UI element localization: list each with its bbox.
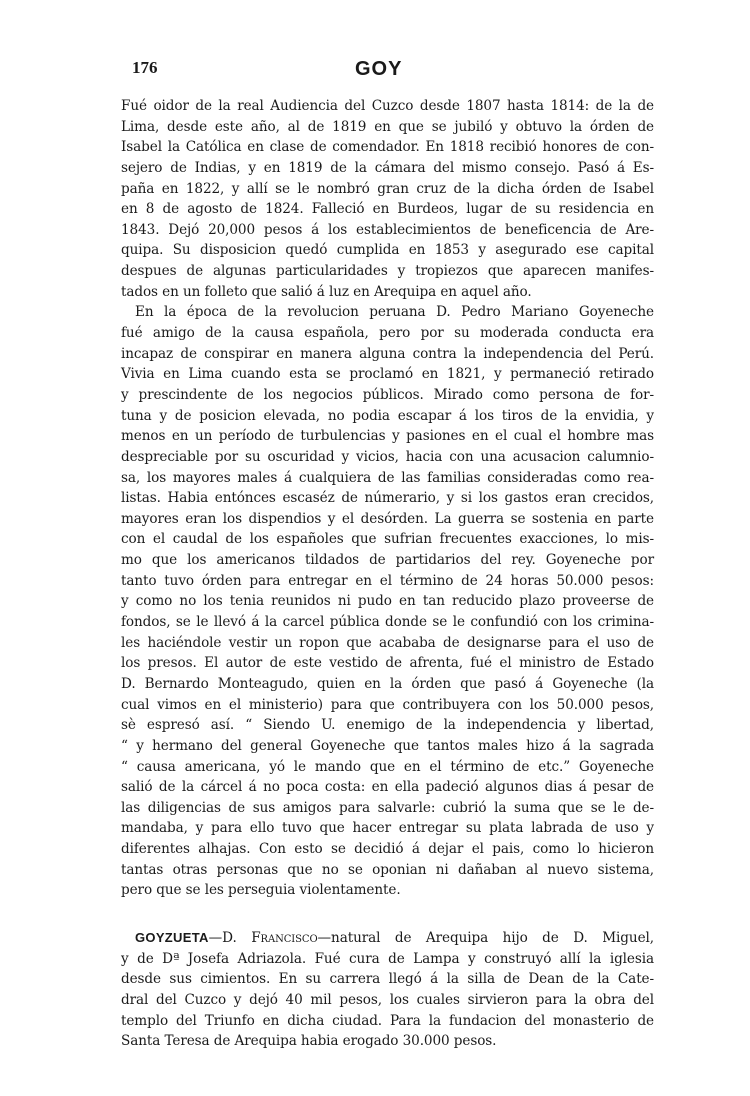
text-line: D. Bernardo Monteagudo, quien en la órden que pasó á Goyeneche (la: [121, 675, 654, 692]
text-line: quipa. Su disposicion quedó cumplida en 1853 y asegurado ese capital: [121, 242, 654, 259]
text-line: sa, los mayores males á cualquiera de las familias consideradas como rea-: [121, 469, 654, 486]
text-line: y como no los tenia reunidos ni pudo en tan reducido plazo proveerse de: [121, 593, 654, 610]
text-line: las diligencias de sus amigos para salvarle: cubrió la suma que se le de-: [121, 799, 654, 816]
entry-sep-a: —D.: [208, 929, 252, 946]
text-line: mayores eran los dispendios y el desórden. La guerra se sostenia en parte: [121, 510, 654, 527]
text-line: sejero de Indias, y en 1819 de la cámara del mismo consejo. Pasó á Es-: [121, 159, 654, 176]
text-line: En la época de la revolucion peruana D. Pedro Mariano Goyeneche: [135, 304, 654, 321]
text-line: tuna y de posicion elevada, no podia escapar á los tiros de la envidia, y: [121, 407, 654, 424]
text-line: “ y hermano del general Goyeneche que tantos males hizo á la sagrada: [121, 737, 654, 754]
text-line: y de Dª Josefa Adriazola. Fué cura de Lampa y construyó allí la iglesia: [121, 950, 654, 967]
text-line: Lima, desde este año, al de 1819 en que se jubiló y obtuvo la órden de: [121, 118, 654, 135]
entry-given-name: Francisco: [251, 929, 318, 946]
text-line: paña en 1822, y allí se le nombró gran cruz de la dicha órden de Isabel: [121, 180, 654, 197]
paragraph-2: [121, 302, 654, 901]
text-line: templo del Triunfo en dicha ciudad. Para la fundacion del monasterio de: [121, 1012, 654, 1029]
text-line: los presos. El autor de este vestido de afrenta, fué el ministro de Estado: [121, 655, 654, 672]
text-line: despues de algunas particularidades y tropiezos que aparecen manifes-: [121, 263, 654, 280]
text-line: tantas otras personas que no se oponian ni dañaban al nuevo sistema,: [121, 861, 654, 878]
text-line: desde sus cimientos. En su carrera llegó á la silla de Dean de la Cate-: [121, 971, 654, 988]
entry-name: GOYZUETA: [135, 929, 209, 945]
text-line: Santa Teresa de Arequipa habia erogado 30.000 pesos.: [121, 1033, 497, 1050]
entry-sep-b: —natural de Arequipa hijo de D. Miguel,: [317, 929, 654, 946]
text-line: pero que se les perseguia violentamente.: [121, 882, 401, 899]
text-line: con el caudal de los españoles que sufrian frecuentes exacciones, lo mis-: [121, 531, 654, 548]
entry-first-line: [121, 928, 654, 949]
text-line: sè espresó así. “ Siendo U. enemigo de la independencia y libertad,: [121, 717, 654, 734]
text-line: fué amigo de la causa española, pero por su moderada conducta era: [121, 325, 654, 342]
text-line: cual vimos en el ministerio) para que contribuyera con los 50.000 pesos,: [121, 696, 654, 713]
text-line: 1843. Dejó 20,000 pesos á los establecimientos de beneficencia de Are-: [121, 221, 654, 238]
text-line: salió de la cárcel á no poca costa: en ella padeció algunos dias á pesar de: [121, 779, 654, 796]
text-line: Isabel la Católica en clase de comendador. En 1818 recibió honores de con-: [121, 139, 654, 156]
text-line: Vivia en Lima cuando esta se proclamó en 1821, y permaneció retirado: [121, 366, 654, 383]
text-line: y prescindente de los negocios públicos. Mirado como persona de for-: [121, 386, 654, 403]
page-number: 176: [132, 58, 158, 77]
text-line: Fué oidor de la real Audiencia del Cuzco desde 1807 hasta 1814: de la de: [121, 98, 654, 114]
entry-lines: [121, 949, 654, 1052]
text-line: menos en un período de turbulencias y pasiones en el cual el hombre mas: [121, 428, 654, 445]
text-line: diferentes alhajas. Con esto se decidió á dejar el pais, como lo hicieron: [121, 841, 654, 858]
text-line: mandaba, y para ello tuvo que hacer entregar su plata labrada de uso y: [121, 820, 654, 837]
text-line: dral del Cuzco y dejó 40 mil pesos, los cuales sirvieron para la obra del: [121, 991, 654, 1008]
text-line: fondos, se le llevó á la carcel pública donde se le confundió con los crimina-: [121, 614, 654, 631]
text-line: “ causa americana, yó le mando que en el término de etc.” Goyeneche: [121, 758, 654, 775]
entry-gap: [121, 901, 654, 928]
text-line: tados en un folleto que salió á luz en Arequipa en aquel año.: [121, 283, 532, 300]
body-text: [121, 96, 654, 1052]
running-head: GOY: [355, 58, 403, 80]
text-line: tanto tuvo órden para entregar en el término de 24 horas 50.000 pesos:: [121, 572, 654, 589]
text-line: incapaz de conspirar en manera alguna contra la independencia del Perú.: [121, 345, 654, 362]
text-line: en 8 de agosto de 1824. Falleció en Burdeos, lugar de su residencia en: [121, 201, 654, 218]
text-line: listas. Habia entónces escaséz de númerario, y si los gastos eran crecidos,: [121, 490, 654, 507]
paragraph-1: [121, 96, 654, 302]
text-line: mo que los americanos tildados de partidarios del rey. Goyeneche por: [121, 552, 654, 569]
text-line: les haciéndole vestir un ropon que acababa de designarse para el uso de: [121, 634, 654, 651]
text-line: despreciable por su oscuridad y vicios, hacia con una acusacion calumnio-: [121, 448, 654, 465]
entry-goyzueta: [121, 928, 654, 1052]
